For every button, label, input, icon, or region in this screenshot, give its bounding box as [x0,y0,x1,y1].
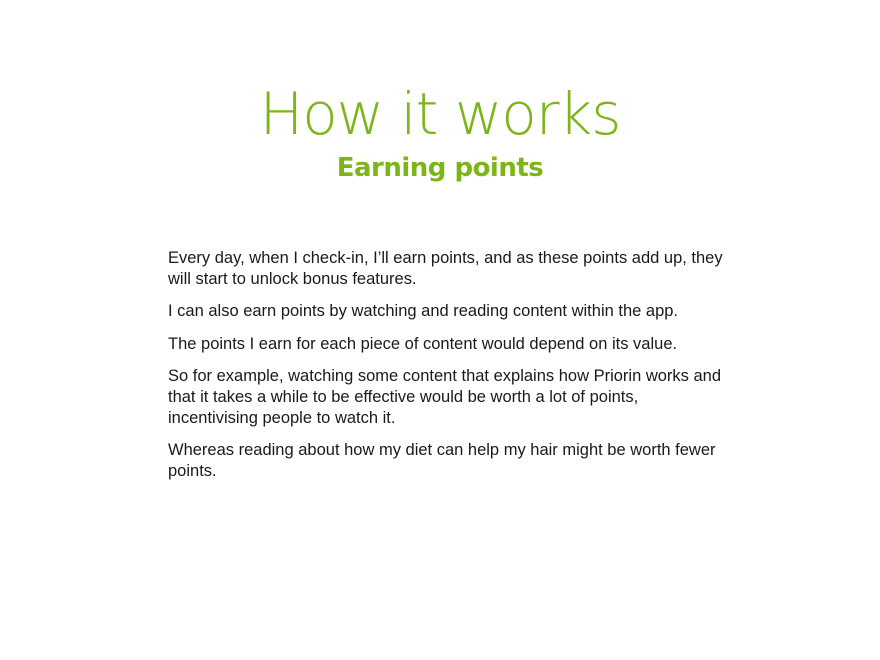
paragraph-check-in: Every day, when I check-in, I’ll earn points, and as these points add up, they will start to unlock bonus features. [168,249,723,288]
paragraph-value: The points I earn for each piece of content would depend on its value. [168,334,678,353]
page-subtitle: Earning points [336,153,544,183]
paragraph-content-points: I can also earn points by watching and reading content within the app. [168,302,679,321]
paragraph-example: So for example, watching some content that explains how Priorin works and that it takes a while to be effective would be worth a lot of points, incentivising people to watch it. [168,367,722,427]
page-title: How it works [259,80,621,148]
paragraph-diet: Whereas reading about how my diet can help my hair might be worth fewer points. [168,441,716,480]
body-text [168,248,728,493]
